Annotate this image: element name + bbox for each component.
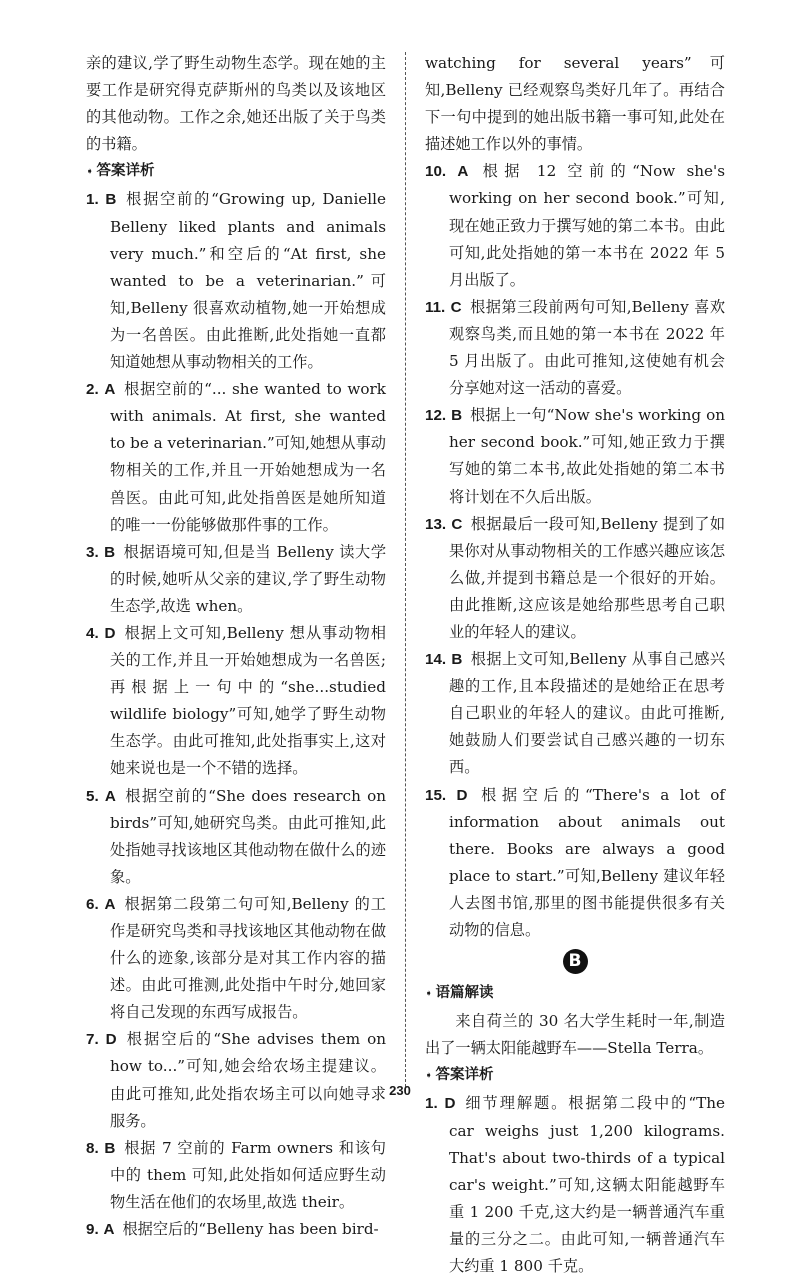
answer-item [86,1216,386,1243]
explanation-text: 根据语境可知,但是当 Belleny 读大学的时候,她听从父亲的建议,学了野生动物生态学,故选 when。 [110,542,387,615]
arrow-icon: ➧ [425,1071,433,1082]
item-number: 12. [425,407,447,425]
section-heading: ➧ 答案详析 [86,163,155,180]
answer-letter: C [451,515,463,533]
answer-letter: A [103,1221,115,1239]
explanation-text: 根据上文可知,Belleny 从事自己感兴趣的工作,且本段描述的是她给正在思考自己职业的年轻人的建议。由此可推断,她鼓励人们要尝试自己感兴趣的一切东西。 [449,650,726,777]
answer-item [425,158,725,293]
item-number: 11. [425,298,446,316]
answer-letter: B [104,1139,116,1157]
intro-paragraph: 亲的建议,学了野生动物生态学。现在她的主要工作是研究得克萨斯州的鸟类以及该地区的其他动物。工作之余,她还出版了关于鸟类的书籍。 [86,54,386,154]
item-number: 8. [86,1139,99,1157]
answer-item [86,891,386,1026]
answer-list [425,1090,725,1280]
answer-list [425,158,725,944]
answer-item [86,376,386,539]
answer-letter: A [104,895,116,913]
answer-letter: D [105,1031,117,1049]
answer-item [425,402,725,510]
answer-item [86,1026,386,1134]
item-number: 10. [425,163,447,181]
answer-item [425,646,725,781]
answer-item [425,782,725,945]
explanation-text: 根据空后的“She advises them on how to...”可知,她会给农场主提建议。由此可推知,此处指农场主可以向她寻求服务。 [110,1030,386,1130]
answer-letter: A [457,163,469,181]
item-number: 1. [425,1095,438,1113]
reading-summary: 来自荷兰的 30 名大学生耗时一年,制造出了一辆太阳能越野车——Stella Terra。 [425,1012,725,1058]
arrow-icon: ➧ [425,989,433,1000]
explanation-text: 根据空后的“There's a lot of information about animals out there. Books are always a good place to start.”可知,Belleny 建议年轻人去图书馆,那里的图书能提供很多有关动物的信息。 [449,785,725,939]
explanation-text: 细节理解题。根据第二段中的“The car weighs just 1,200 kilograms. That's about two-thirds of a typical car's weight.”可知,这辆太阳能越野车重 1 200 千克,这大约是一辆普通汽车重量的三分之二。由此可知,一辆普通汽车大约重 1 800 千克。 [449,1094,725,1276]
item-number: 3. [86,543,99,561]
explanation-text: 根据上文可知,Belleny 想从事动物相关的工作,并且一开始她想成为一名兽医;再根据上一句中的“she...studied wildlife biology”可知,她学了野生动物生态学。由此可推知,此处指事实上,这对她来说也是一个不错的选择。 [110,623,386,778]
answer-letter: D [456,786,468,804]
continuation-paragraph: watching for several years”可知,Belleny 已经观察鸟类好几年了。再结合下一句中提到的她出版书籍一事可知,此处在描述她工作以外的事情。 [425,54,725,154]
item-number: 6. [86,895,99,913]
item-number: 9. [86,1221,99,1239]
explanation-text: 根据空前的“She does research on birds”可知,她研究鸟类。由此可推知,此处指她寻找该地区其他动物在做什么的迹象。 [110,786,386,886]
left-column [86,50,386,1243]
item-number: 1. [86,191,99,209]
page-number: 230 [389,1083,411,1098]
item-number: 15. [425,786,447,804]
explanation-text: 根据最后一段可知,Belleny 提到了如果你对从事动物相关的工作感兴趣应该怎么做,并提到书籍总是一个很好的开始。由此推断,这应该是她给那些思考自己职业的年轻人的建议。 [449,514,726,641]
answer-item [425,1090,725,1280]
answer-item [86,1135,386,1216]
answer-letter: D [104,624,116,642]
explanation-text: 根据上一句“Now she's working on her second book.”可知,她正致力于撰写她的第二本书,故此处指她的第二本书将计划在不久后出版。 [449,406,726,506]
explanation-text: 根据第三段前两句可知,Belleny 喜欢观察鸟类,而且她的第一本书在 2022 年 5 月出版了。由此可推知,这使她有机会分享她对这一活动的喜爱。 [449,297,726,398]
answer-item [425,294,725,402]
column-divider [405,52,406,1092]
explanation-text: 根据 12 空前的“Now she's working on her second book.”可知,现在她正致力于撰写她的第二本书。由此可知,此处指她的第一本书在 2022 年 5 月出版了。 [449,162,725,289]
answer-letter: A [104,381,116,399]
explanation-text: 根据第二段第二句可知,Belleny 的工作是研究鸟类和寻找该地区其他动物在做什么的迹象,该部分是对其工作内容的描述。由此可推测,此处指中午时分,她回家将自己发现的东西写成报告。 [110,894,386,1022]
answer-letter: C [450,298,462,316]
answer-letter: D [444,1095,456,1113]
item-number: 4. [86,624,99,642]
answer-item [86,186,386,376]
explanation-text: 根据空前的“... she wanted to work with animals. At first, she wanted to be a veterinarian.”可知,她想从事动物相关的工作,并且一开始她想成为一名兽医。由此可知,此处指兽医是她所知道的唯一一份能够做那件事的工作。 [110,380,387,534]
answer-letter: B [451,651,463,669]
answer-item [425,511,725,646]
answer-item [86,783,386,891]
explanation-text: 根据 7 空前的 Farm owners 和该句中的 them 可知,此处指如何适应野生动物生活在他们的农场里,故选 their。 [110,1138,386,1211]
answer-item [86,539,386,620]
item-number: 7. [86,1031,99,1049]
explanation-text: 根据空前的“Growing up, Danielle Belleny liked plants and animals very much.”和空后的“At first, she wanted to be a veterinarian.”可知,Belleny 很喜欢动植物,她一开始想成为一名兽医。由此推断,此处指她一直都知道她想从事动物相关的工作。 [110,190,386,372]
answer-letter: B [104,543,116,561]
reading-heading: ➧ 语篇解读 [425,985,494,1002]
answer-letter: A [104,787,116,805]
item-number: 2. [86,381,99,399]
answer-item [86,620,386,783]
passage-marker [425,948,725,978]
section-heading: ➧ 答案详析 [425,1067,494,1084]
passage-badge: B [563,949,588,974]
item-number: 5. [86,787,99,805]
arrow-icon: ➧ [86,167,94,178]
item-number: 13. [425,515,447,533]
explanation-text: 根据空后的“Belleny has been bird- [122,1220,379,1239]
answer-letter: B [451,407,463,425]
answer-letter: B [105,191,117,209]
item-number: 14. [425,651,447,669]
